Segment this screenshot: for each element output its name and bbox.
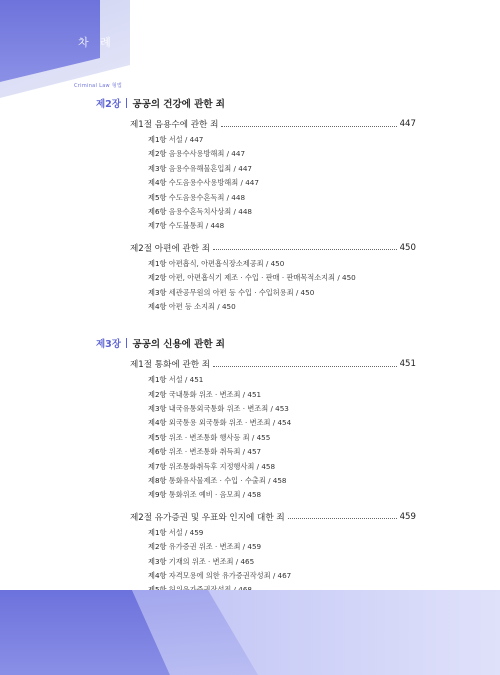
- section-page-number: 450: [399, 242, 416, 253]
- item-text: 위조 · 변조통화 행사등 죄 / 455: [168, 432, 271, 442]
- toc-item[interactable]: [148, 388, 416, 402]
- item-text: 아편 등 소지죄 / 450: [168, 301, 236, 311]
- chapter-number: 제3장: [96, 339, 121, 351]
- toc-item[interactable]: [148, 373, 416, 387]
- section-page-number: 459: [399, 511, 416, 522]
- chapter-divider: [126, 338, 128, 348]
- item-text: 음용수혼독치사상죄 / 448: [168, 206, 252, 216]
- item-text: 서설 / 451: [168, 375, 204, 385]
- item-number: 제8항: [148, 476, 167, 486]
- dot-leader: [288, 518, 397, 519]
- item-number: 제4항: [148, 570, 167, 580]
- item-number: 제1항: [148, 375, 167, 385]
- toc-item[interactable]: [148, 191, 416, 205]
- item-text: 수도음용수사용방해죄 / 447: [168, 178, 259, 188]
- toc-item[interactable]: [148, 416, 416, 430]
- item-text: 수도음용수혼독죄 / 448: [168, 192, 246, 202]
- item-text: 아편, 아편흡식기 제조 · 수입 · 판매 · 판매목적소지죄 / 450: [168, 273, 356, 283]
- item-text: 서설 / 447: [168, 135, 204, 144]
- item-text: 음용수사용방해죄 / 447: [168, 149, 246, 159]
- section-title: 제1절 통화에 관한 죄: [130, 360, 211, 371]
- item-number: 제9항: [148, 490, 167, 500]
- page-title: 차 례: [78, 36, 115, 49]
- toc-item[interactable]: [148, 445, 416, 459]
- toc-item[interactable]: [148, 286, 416, 300]
- item-number: 제4항: [148, 418, 167, 428]
- toc-item[interactable]: [148, 219, 416, 233]
- item-number: 제2항: [148, 389, 167, 399]
- toc-item[interactable]: [148, 205, 416, 219]
- item-number: 제1항: [148, 527, 167, 537]
- item-text: 아편흡식, 아편흡식장소제공죄 / 450: [168, 258, 285, 268]
- item-text: 수도불통죄 / 448: [168, 221, 225, 231]
- toc-item[interactable]: [148, 569, 416, 583]
- chapter-number: 제2장: [96, 99, 121, 110]
- toc-item[interactable]: [148, 431, 416, 445]
- item-number: 제3항: [148, 287, 167, 297]
- item-number: 제3항: [148, 163, 167, 173]
- item-number: 제3항: [148, 404, 167, 414]
- toc-item[interactable]: [148, 526, 416, 540]
- toc-item[interactable]: [148, 488, 416, 502]
- item-text: 국내통화 위조 · 변조죄 / 451: [168, 389, 262, 399]
- section-page-number: 451: [399, 359, 416, 370]
- item-text: 음용수유해물혼입죄 / 447: [168, 163, 252, 173]
- section-entry[interactable]: [130, 118, 416, 130]
- dot-leader: [221, 126, 396, 127]
- chapter-title: 공공의 신용에 관한 죄: [132, 339, 225, 351]
- item-number: 제5항: [148, 432, 167, 442]
- item-text: 서설 / 459: [168, 527, 204, 537]
- item-number: 제1항: [148, 135, 167, 144]
- item-text: 내국유통외국통화 위조 · 변조죄 / 453: [168, 404, 289, 414]
- chapter-heading: [96, 96, 416, 110]
- chapter-title: 공공의 건강에 관한 죄: [132, 99, 225, 110]
- toc-item[interactable]: [148, 147, 416, 161]
- toc-item[interactable]: [148, 540, 416, 554]
- item-text: 자격모용에 의한 유가증권작성죄 / 467: [168, 570, 292, 580]
- toc-item[interactable]: [148, 300, 416, 314]
- toc-item[interactable]: [148, 271, 416, 285]
- toc-item[interactable]: [148, 176, 416, 190]
- section-entry[interactable]: [130, 511, 416, 523]
- page-subtitle: Criminal Law 형법: [74, 83, 123, 89]
- toc-item[interactable]: [148, 133, 416, 147]
- toc-item[interactable]: [148, 402, 416, 416]
- toc-item[interactable]: [148, 162, 416, 176]
- item-number: 제6항: [148, 206, 167, 216]
- item-text: 위조통화취득후 지정행사죄 / 458: [168, 461, 276, 471]
- item-number: 제3항: [148, 556, 167, 566]
- toc-item[interactable]: [148, 555, 416, 569]
- item-text: 통화유사물제조 · 수입 · 수출죄 / 458: [168, 476, 287, 486]
- section-entry[interactable]: [130, 358, 416, 370]
- item-text: 외국통용 외국통화 위조 · 변조죄 / 454: [168, 418, 292, 428]
- item-text: 위조 · 변조통화 취득죄 / 457: [168, 447, 262, 457]
- dot-leader: [213, 366, 397, 367]
- section-page-number: 447: [399, 119, 416, 129]
- item-number: 제2항: [148, 149, 167, 159]
- item-number: 제5항: [148, 192, 167, 202]
- section-title: 제2절 아편에 관한 죄: [130, 243, 211, 254]
- table-of-contents: [96, 96, 416, 641]
- item-number: 제7항: [148, 461, 167, 471]
- item-number: 제1항: [148, 258, 167, 268]
- item-number: 제2항: [148, 273, 167, 283]
- chapter-divider: [126, 98, 128, 108]
- dot-leader: [213, 249, 397, 250]
- item-number: 제2항: [148, 542, 167, 552]
- item-text: 세관공무원의 아편 등 수입 · 수입허용죄 / 450: [168, 287, 315, 297]
- item-text: 통화위조 예비 · 음모죄 / 458: [168, 490, 262, 500]
- item-number: 제4항: [148, 178, 167, 188]
- toc-item[interactable]: [148, 474, 416, 488]
- section-title: 제1절 음용수에 관한 죄: [130, 120, 219, 130]
- toc-item[interactable]: [148, 257, 416, 271]
- item-text: 기재의 위조 · 변조죄 / 465: [168, 556, 255, 566]
- item-number: 제7항: [148, 221, 167, 231]
- item-text: 유가증권 위조 · 변조죄 / 459: [168, 542, 262, 552]
- section-title: 제2절 유가증권 및 우표와 인지에 대한 죄: [130, 512, 285, 523]
- chapter-heading: [96, 336, 416, 350]
- toc-item[interactable]: [148, 460, 416, 474]
- section-entry[interactable]: [130, 242, 416, 254]
- item-number: 제4항: [148, 301, 167, 311]
- item-number: 제6항: [148, 447, 167, 457]
